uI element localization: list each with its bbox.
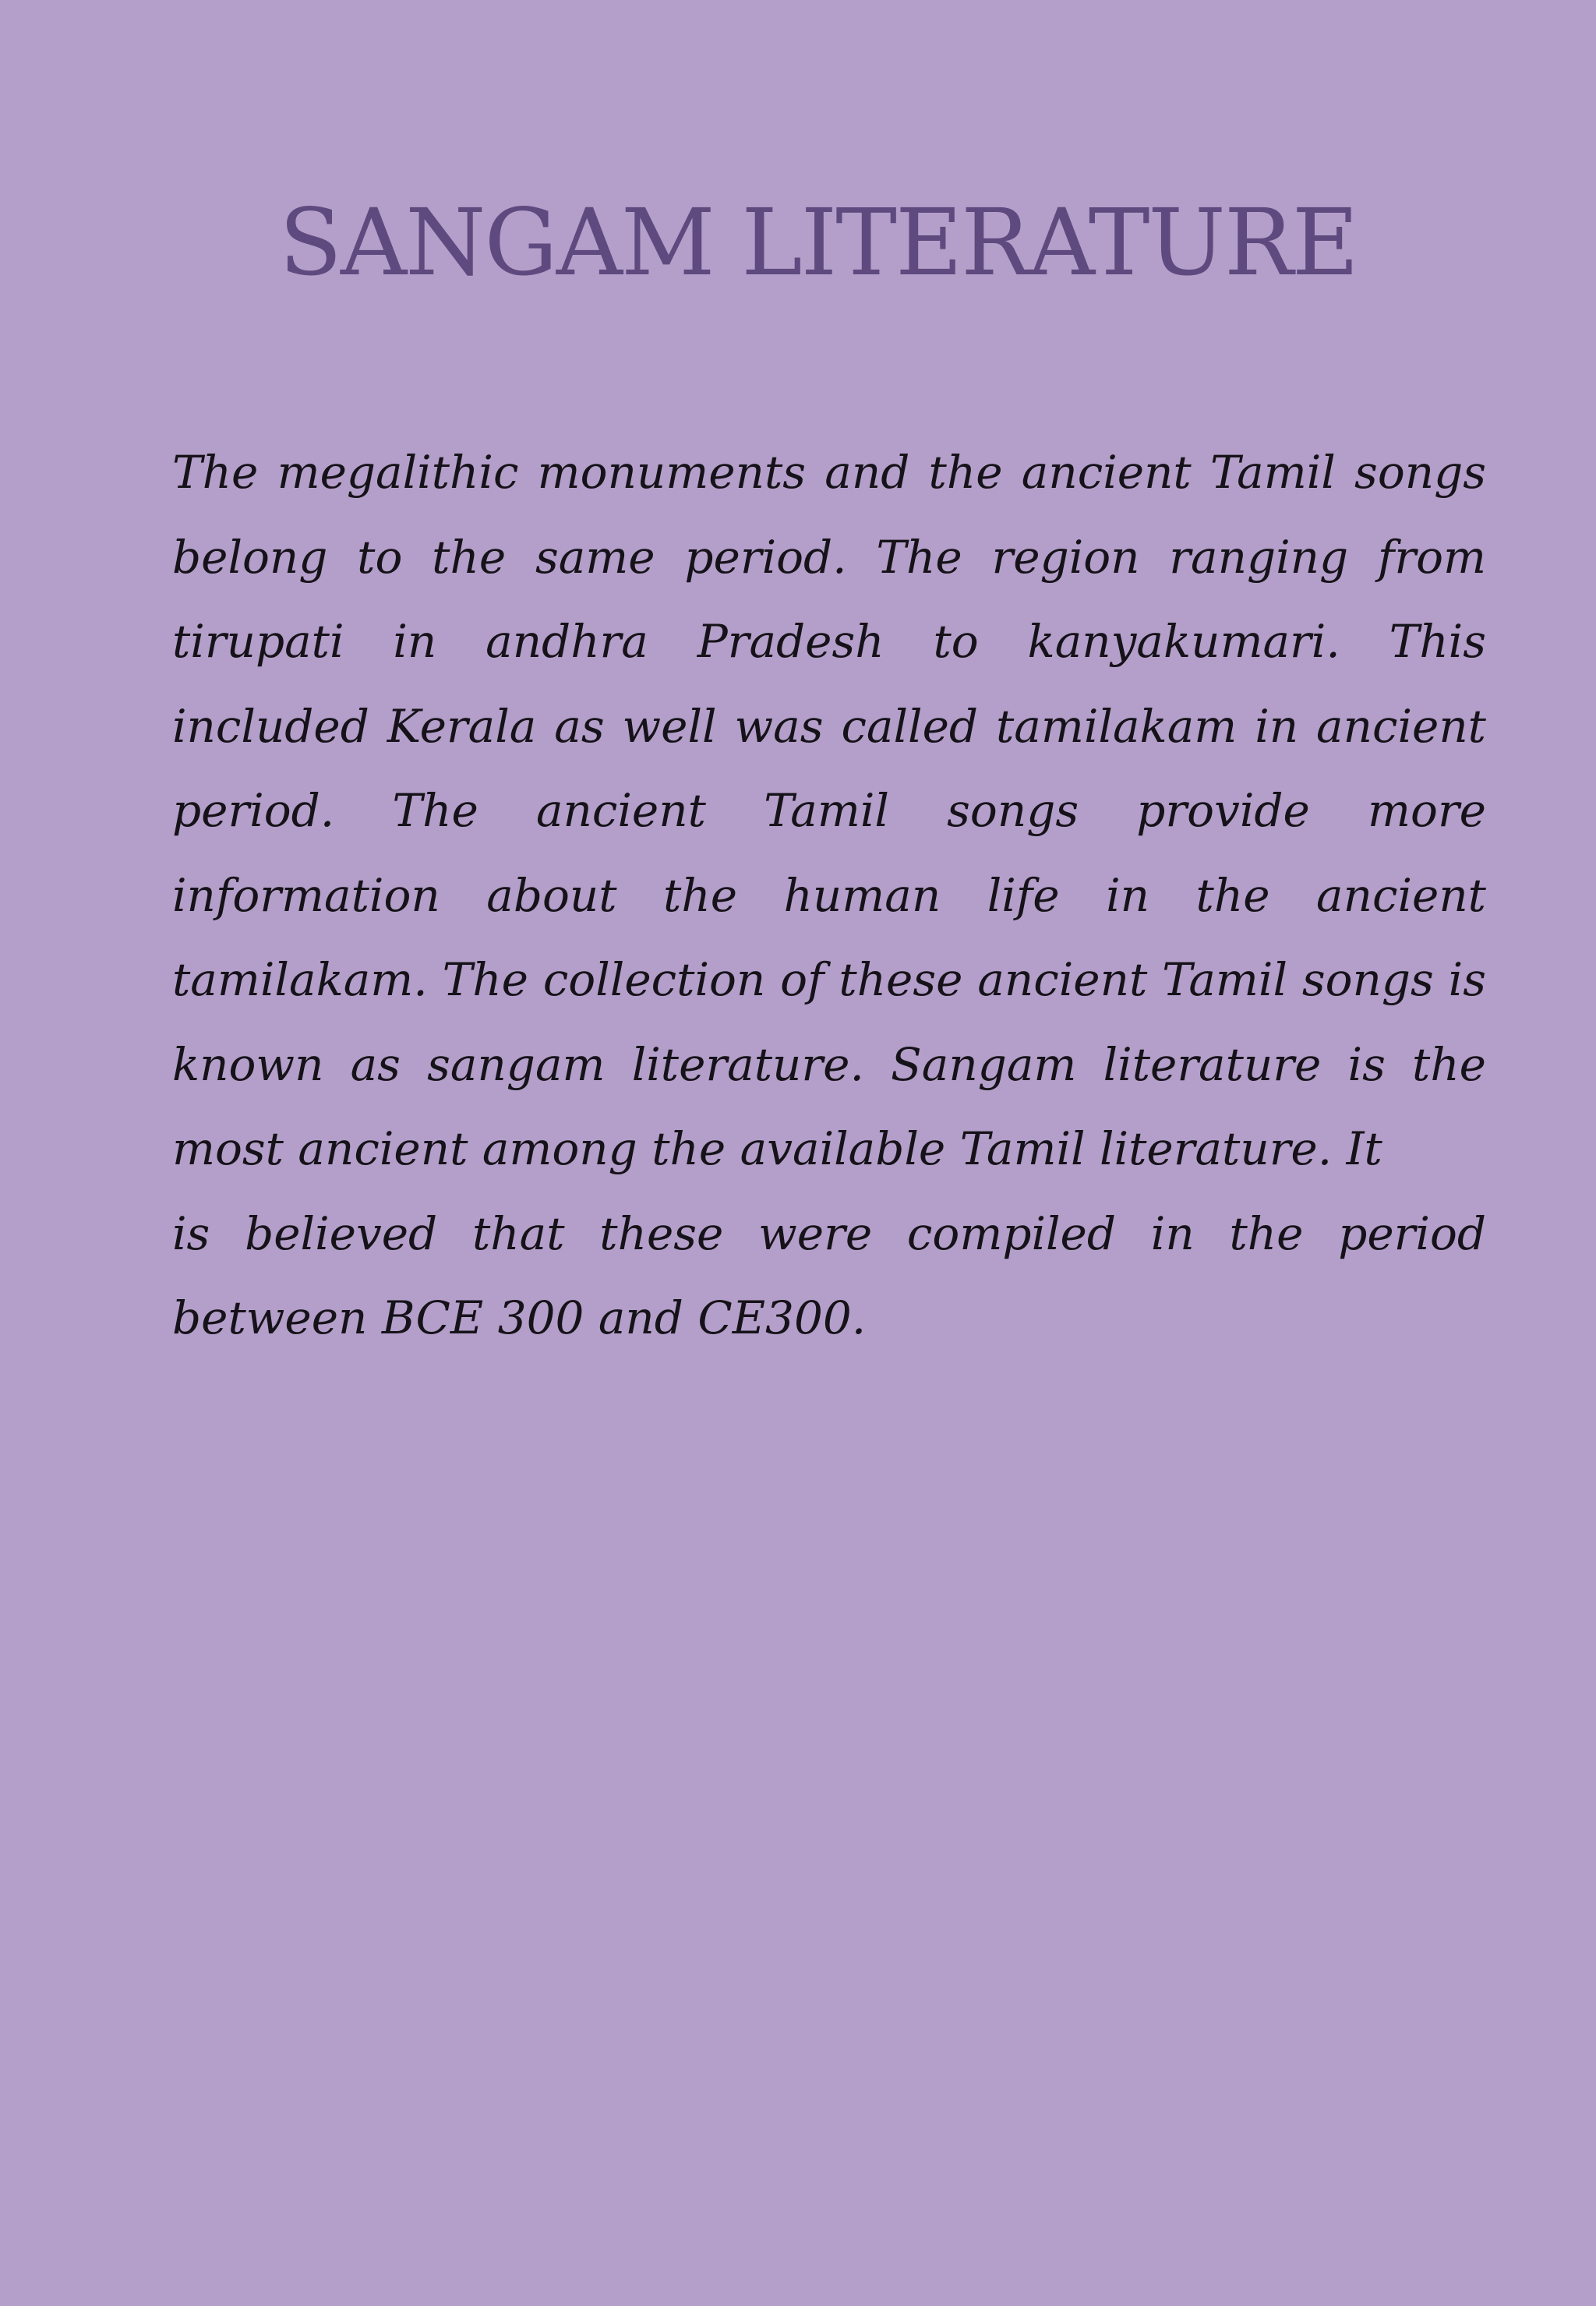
paragraph-2: is believed that these were compiled in the period between BCE 300 and CE300. [172, 1206, 1486, 1344]
body-text [172, 430, 1486, 1361]
paragraph-1: The megalithic monuments and the ancient Tamil songs belong to the same period. The region ranging from tirupati in andhra Pradesh to kanyakumari. This included Kerala as well was called tamilakam in ancient period. The ancient Tamil songs provide more information about the human life in the ancient tamilakam. The collection of these ancient Tamil songs is known as sangam literature. Sangam literature is the most ancient among the available Tamil literature. It [172, 446, 1486, 1175]
page-title: SANGAM LITERATURE [279, 189, 1358, 296]
